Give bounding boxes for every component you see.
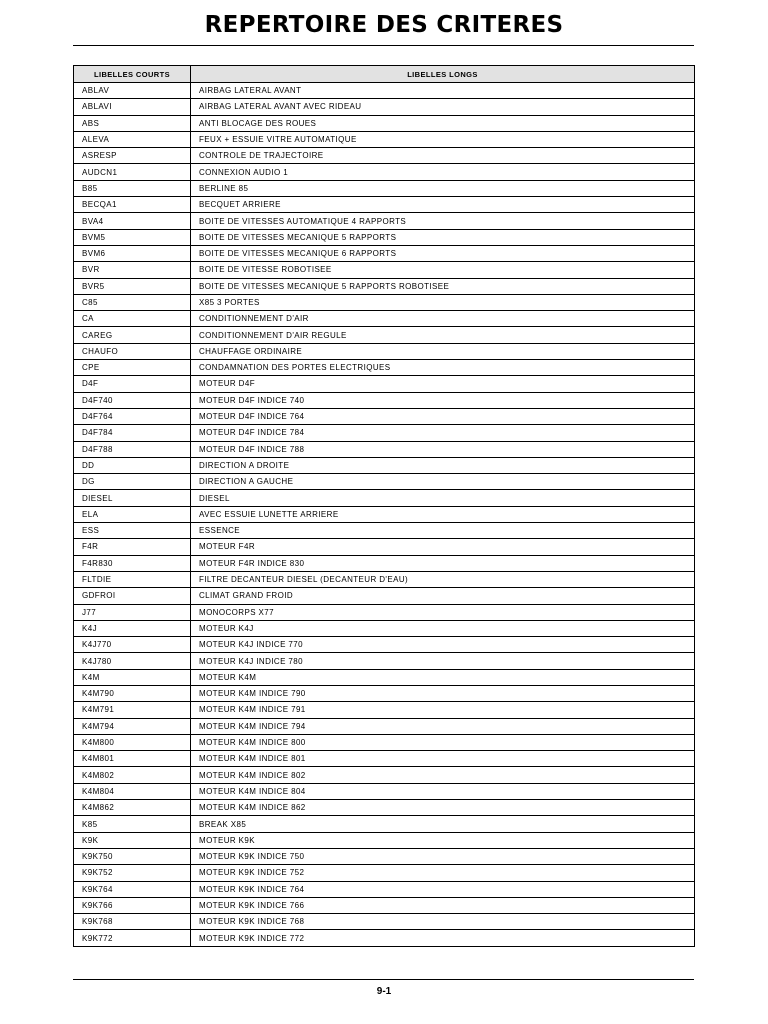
short-label-cell: D4F764 (74, 408, 191, 424)
short-label-cell: K9K766 (74, 897, 191, 913)
table-row (74, 702, 695, 718)
long-label-cell: AVEC ESSUIE LUNETTE ARRIERE (191, 506, 695, 522)
long-label-cell: MOTEUR K4M INDICE 804 (191, 783, 695, 799)
short-label-cell: J77 (74, 604, 191, 620)
table-row (74, 376, 695, 392)
long-label-cell: BREAK X85 (191, 816, 695, 832)
short-label-cell: K85 (74, 816, 191, 832)
long-label-cell: CONDITIONNEMENT D'AIR REGULE (191, 327, 695, 343)
long-label-cell: CONTROLE DE TRAJECTOIRE (191, 148, 695, 164)
long-label-cell: MOTEUR K9K INDICE 764 (191, 881, 695, 897)
long-label-cell: DIRECTION A DROITE (191, 457, 695, 473)
long-label-cell: MOTEUR D4F INDICE 764 (191, 408, 695, 424)
long-label-cell: DIESEL (191, 490, 695, 506)
short-label-cell: DIESEL (74, 490, 191, 506)
long-label-cell: MOTEUR K9K (191, 832, 695, 848)
table-row (74, 767, 695, 783)
short-label-cell: K4J (74, 620, 191, 636)
long-label-cell: BOITE DE VITESSES MECANIQUE 5 RAPPORTS ROBOTISEE (191, 278, 695, 294)
long-label-cell: CONNEXION AUDIO 1 (191, 164, 695, 180)
table-row (74, 832, 695, 848)
table-row (74, 311, 695, 327)
long-label-cell: BOITE DE VITESSES MECANIQUE 6 RAPPORTS (191, 245, 695, 261)
short-label-cell: K4J780 (74, 653, 191, 669)
long-label-cell: MOTEUR K4M INDICE 802 (191, 767, 695, 783)
short-label-cell: K4M862 (74, 800, 191, 816)
table-row (74, 360, 695, 376)
table-row (74, 637, 695, 653)
short-label-cell: D4F740 (74, 392, 191, 408)
table-row (74, 914, 695, 930)
long-label-cell: CLIMAT GRAND FROID (191, 588, 695, 604)
short-label-cell: AUDCN1 (74, 164, 191, 180)
table-row (74, 148, 695, 164)
short-label-cell: CA (74, 311, 191, 327)
long-label-cell: CONDAMNATION DES PORTES ELECTRIQUES (191, 360, 695, 376)
long-label-cell: MOTEUR K9K INDICE 752 (191, 865, 695, 881)
long-label-cell: BERLINE 85 (191, 180, 695, 196)
long-label-cell: FILTRE DECANTEUR DIESEL (DECANTEUR D'EAU) (191, 571, 695, 587)
table-row (74, 164, 695, 180)
table-row (74, 555, 695, 571)
table-row (74, 734, 695, 750)
column-header-short-labels: LIBELLES COURTS (74, 66, 191, 83)
long-label-cell: MOTEUR K4M INDICE 790 (191, 685, 695, 701)
table-row (74, 816, 695, 832)
short-label-cell: ESS (74, 523, 191, 539)
short-label-cell: BVM5 (74, 229, 191, 245)
table-row (74, 180, 695, 196)
table-row (74, 131, 695, 147)
table-row (74, 881, 695, 897)
long-label-cell: MOTEUR F4R (191, 539, 695, 555)
table-row (74, 506, 695, 522)
table-row (74, 604, 695, 620)
short-label-cell: K9K764 (74, 881, 191, 897)
table-row (74, 278, 695, 294)
short-label-cell: ALEVA (74, 131, 191, 147)
long-label-cell: CONDITIONNEMENT D'AIR (191, 311, 695, 327)
short-label-cell: C85 (74, 294, 191, 310)
footer-divider (73, 979, 694, 980)
long-label-cell: BOITE DE VITESSES AUTOMATIQUE 4 RAPPORTS (191, 213, 695, 229)
table-row (74, 441, 695, 457)
long-label-cell: MOTEUR K9K INDICE 766 (191, 897, 695, 913)
short-label-cell: K4M800 (74, 734, 191, 750)
long-label-cell: FEUX + ESSUIE VITRE AUTOMATIQUE (191, 131, 695, 147)
short-label-cell: D4F788 (74, 441, 191, 457)
short-label-cell: GDFROI (74, 588, 191, 604)
long-label-cell: MOTEUR D4F INDICE 788 (191, 441, 695, 457)
short-label-cell: K9K750 (74, 848, 191, 864)
long-label-cell: MOTEUR K4M INDICE 801 (191, 751, 695, 767)
long-label-cell: MOTEUR K4J INDICE 780 (191, 653, 695, 669)
header-divider (73, 45, 694, 46)
table-row (74, 262, 695, 278)
short-label-cell: K4M802 (74, 767, 191, 783)
short-label-cell: BVR5 (74, 278, 191, 294)
short-label-cell: B85 (74, 180, 191, 196)
long-label-cell: BOITE DE VITESSE ROBOTISEE (191, 262, 695, 278)
table-row (74, 213, 695, 229)
long-label-cell: ESSENCE (191, 523, 695, 539)
column-header-long-labels: LIBELLES LONGS (191, 66, 695, 83)
long-label-cell: CHAUFFAGE ORDINAIRE (191, 343, 695, 359)
table-row (74, 865, 695, 881)
short-label-cell: K4M790 (74, 685, 191, 701)
long-label-cell: MOTEUR K4J INDICE 770 (191, 637, 695, 653)
table-row (74, 669, 695, 685)
table-row (74, 115, 695, 131)
long-label-cell: MOTEUR F4R INDICE 830 (191, 555, 695, 571)
table-row (74, 83, 695, 99)
short-label-cell: D4F (74, 376, 191, 392)
table-row (74, 457, 695, 473)
long-label-cell: MOTEUR K4M INDICE 794 (191, 718, 695, 734)
table-row (74, 588, 695, 604)
long-label-cell: DIRECTION A GAUCHE (191, 474, 695, 490)
short-label-cell: BVR (74, 262, 191, 278)
short-label-cell: ABS (74, 115, 191, 131)
long-label-cell: MOTEUR K4M INDICE 862 (191, 800, 695, 816)
table-row (74, 718, 695, 734)
long-label-cell: MOTEUR K9K INDICE 750 (191, 848, 695, 864)
short-label-cell: K4J770 (74, 637, 191, 653)
table-row (74, 800, 695, 816)
short-label-cell: BVA4 (74, 213, 191, 229)
table-row (74, 523, 695, 539)
table-row (74, 408, 695, 424)
table-header-row (74, 66, 695, 83)
long-label-cell: MOTEUR K9K INDICE 768 (191, 914, 695, 930)
short-label-cell: CAREG (74, 327, 191, 343)
short-label-cell: ABLAV (74, 83, 191, 99)
criteria-table (73, 65, 695, 947)
page-number: 9-1 (376, 986, 392, 997)
short-label-cell: DG (74, 474, 191, 490)
table-row (74, 294, 695, 310)
short-label-cell: CHAUFO (74, 343, 191, 359)
short-label-cell: K9K772 (74, 930, 191, 946)
short-label-cell: K9K768 (74, 914, 191, 930)
long-label-cell: MONOCORPS X77 (191, 604, 695, 620)
long-label-cell: MOTEUR D4F (191, 376, 695, 392)
short-label-cell: ASRESP (74, 148, 191, 164)
short-label-cell: K4M (74, 669, 191, 685)
long-label-cell: MOTEUR K9K INDICE 772 (191, 930, 695, 946)
short-label-cell: ELA (74, 506, 191, 522)
table-row (74, 930, 695, 946)
table-row (74, 653, 695, 669)
long-label-cell: X85 3 PORTES (191, 294, 695, 310)
table-row (74, 620, 695, 636)
long-label-cell: MOTEUR K4J (191, 620, 695, 636)
long-label-cell: BECQUET ARRIERE (191, 197, 695, 213)
table-body (74, 83, 695, 947)
short-label-cell: BVM6 (74, 245, 191, 261)
short-label-cell: D4F784 (74, 425, 191, 441)
table-row (74, 490, 695, 506)
table-row (74, 685, 695, 701)
short-label-cell: BECQA1 (74, 197, 191, 213)
short-label-cell: K4M804 (74, 783, 191, 799)
table-row (74, 474, 695, 490)
long-label-cell: MOTEUR D4F INDICE 784 (191, 425, 695, 441)
short-label-cell: K9K (74, 832, 191, 848)
short-label-cell: DD (74, 457, 191, 473)
long-label-cell: AIRBAG LATERAL AVANT (191, 83, 695, 99)
short-label-cell: K4M801 (74, 751, 191, 767)
short-label-cell: F4R (74, 539, 191, 555)
table-row (74, 197, 695, 213)
long-label-cell: MOTEUR K4M INDICE 791 (191, 702, 695, 718)
table-row (74, 897, 695, 913)
table-row (74, 571, 695, 587)
short-label-cell: K4M791 (74, 702, 191, 718)
table-row (74, 229, 695, 245)
long-label-cell: AIRBAG LATERAL AVANT AVEC RIDEAU (191, 99, 695, 115)
long-label-cell: ANTI BLOCAGE DES ROUES (191, 115, 695, 131)
table-row (74, 99, 695, 115)
table-row (74, 425, 695, 441)
table-row (74, 327, 695, 343)
short-label-cell: F4R830 (74, 555, 191, 571)
long-label-cell: MOTEUR K4M INDICE 800 (191, 734, 695, 750)
long-label-cell: BOITE DE VITESSES MECANIQUE 5 RAPPORTS (191, 229, 695, 245)
short-label-cell: K4M794 (74, 718, 191, 734)
short-label-cell: ABLAVI (74, 99, 191, 115)
table-row (74, 392, 695, 408)
short-label-cell: CPE (74, 360, 191, 376)
table-row (74, 343, 695, 359)
table-row (74, 539, 695, 555)
table-row (74, 245, 695, 261)
short-label-cell: K9K752 (74, 865, 191, 881)
page-title: REPERTOIRE DES CRITERES (204, 12, 564, 38)
table-row (74, 783, 695, 799)
table-row (74, 751, 695, 767)
long-label-cell: MOTEUR K4M (191, 669, 695, 685)
short-label-cell: FLTDIE (74, 571, 191, 587)
table-row (74, 848, 695, 864)
long-label-cell: MOTEUR D4F INDICE 740 (191, 392, 695, 408)
